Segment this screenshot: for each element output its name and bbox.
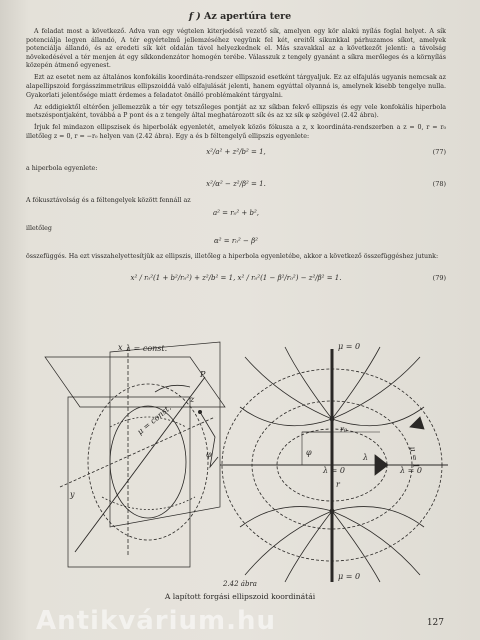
equation-expr: a² = r₀² + b²,: [212, 209, 260, 218]
label-r: r: [336, 480, 340, 489]
label-lambda-right: λ: [363, 453, 369, 462]
label-mu1: μ = 1: [408, 445, 421, 470]
section-letter: f ): [188, 11, 201, 22]
body-text: [26, 28, 446, 298]
label-z-left: z: [190, 395, 195, 404]
equation-expr: x²/a² + z²/b² = 1,: [206, 148, 266, 157]
label-lambda0-right: λ = 0: [400, 466, 422, 475]
paragraph: A feladat most a következő. Adva van egy végtelen kiterjedésű vezető sík, amelyen egy kör alakú nyílás foglal helyet. A sík potenciálja legyen állandó, A tér egyértelmű jellemzéséhez vegyünk fel két, ereitől sikunkkal párhuzamos síkot, amelyek potenciálja állandó, és az eredeti sík két oldalán távol helyezkednek el. Más szavakkal az a következőt jelenti: a távolság növekedésével a tér menjen át egy síkkondenzátor homogén terébe. Válasszuk z tengely gyanánt a síkra merőleges és a környílás közepén átmenő egyenest.: [26, 28, 446, 70]
section-heading: [0, 11, 480, 22]
equation-a: [26, 209, 446, 221]
paragraph: Írjuk fel mindazon ellipszisek és hiperbolák egyenletét, amelyek közös fókusza a z, x koordináta-rendszerben a z = 0, r = r₀ illetőleg z = 0, r = −r₀ helyen van (2.42 ábra). Egy a és b féltengelyű ellipszis egyenlete:: [26, 124, 446, 141]
focal-text: A fókusztávolság és a féltengelyek között fennáll az: [26, 197, 191, 205]
label-p: P: [200, 370, 206, 379]
equation-expr: x² / r₀²(1 + b²/r₀²) + z²/b² = 1, x² / r₀²(1 − β²/r₀²) − z²/β² = 1.: [130, 273, 342, 282]
label-mu0-bottom: μ = 0: [338, 572, 361, 581]
label-x-left: x: [118, 343, 123, 352]
label-mu-const: μ = const.: [135, 403, 173, 437]
ellipsoid-3d-diagram: [45, 342, 225, 567]
connection-text: összefüggés. Ha ezt visszahelyettesítjük az ellipszis, illetőleg a hiperbola egyenletébe, akkor a következő összefüggéshez jutunk:: [26, 253, 439, 261]
equation-78: [26, 177, 446, 193]
paragraph: Az eddigiektől eltérően jellemezzük a tér egy tetszőleges pontját az xz síkban fekvő ellipszis és egy vele konfokális hiperbola metszéspontjaként, továbbá a P pont és a z tengely által meghatározott sík és az xz sík φ szögével (2.42 ábra).: [26, 103, 446, 120]
hyperbola-label: a hiperbola egyenlete:: [26, 165, 98, 173]
equation-77: [26, 145, 446, 161]
label-lambda0: λ = 0: [323, 466, 345, 475]
equation-79: [26, 266, 446, 294]
label-phi: φ: [206, 450, 212, 459]
label-phi-right: φ: [306, 448, 312, 457]
page-number: 127: [426, 618, 444, 628]
label-mu0-top: μ = 0: [338, 342, 361, 351]
equation-number: (78): [432, 180, 446, 189]
figure-caption: A lapított forgási ellipszoid koordinátái: [164, 592, 316, 601]
equation-number: (77): [432, 148, 446, 157]
section-title: Az apertúra tere: [204, 11, 292, 22]
label-lambda-const: λ = const.: [126, 344, 168, 353]
figure-2-42: [40, 337, 460, 587]
label-r0: r₀: [340, 425, 348, 434]
paragraph: Ezt az esetet nem az általános konfokális koordináta-rendszer ellipszoid esetként tárgyaljuk. Ez az elfajulás ugyanis nemcsak az alapellipszoid forgásszimmetrikus ellipszoiddá való elfajulását jelenti, hanem egyúttal olyanná is, amelynek kisebb tengelye nulla. Gyakorlati jelentősége miatt érdemes a feladatot önálló problémaként tárgyalni.: [26, 74, 446, 99]
label-y: y: [70, 490, 75, 499]
illetoleg-text: illetőleg: [26, 225, 52, 233]
equation-expr: x²/α² − z²/β² = 1.: [206, 180, 266, 189]
equation-alpha: [26, 237, 446, 249]
figure-number: 2.42 ábra: [223, 580, 257, 588]
equation-expr: α² = r₀² − β²: [214, 237, 258, 246]
watermark-text: Antikvárium.hu: [36, 606, 276, 636]
equation-number: (79): [432, 273, 446, 282]
